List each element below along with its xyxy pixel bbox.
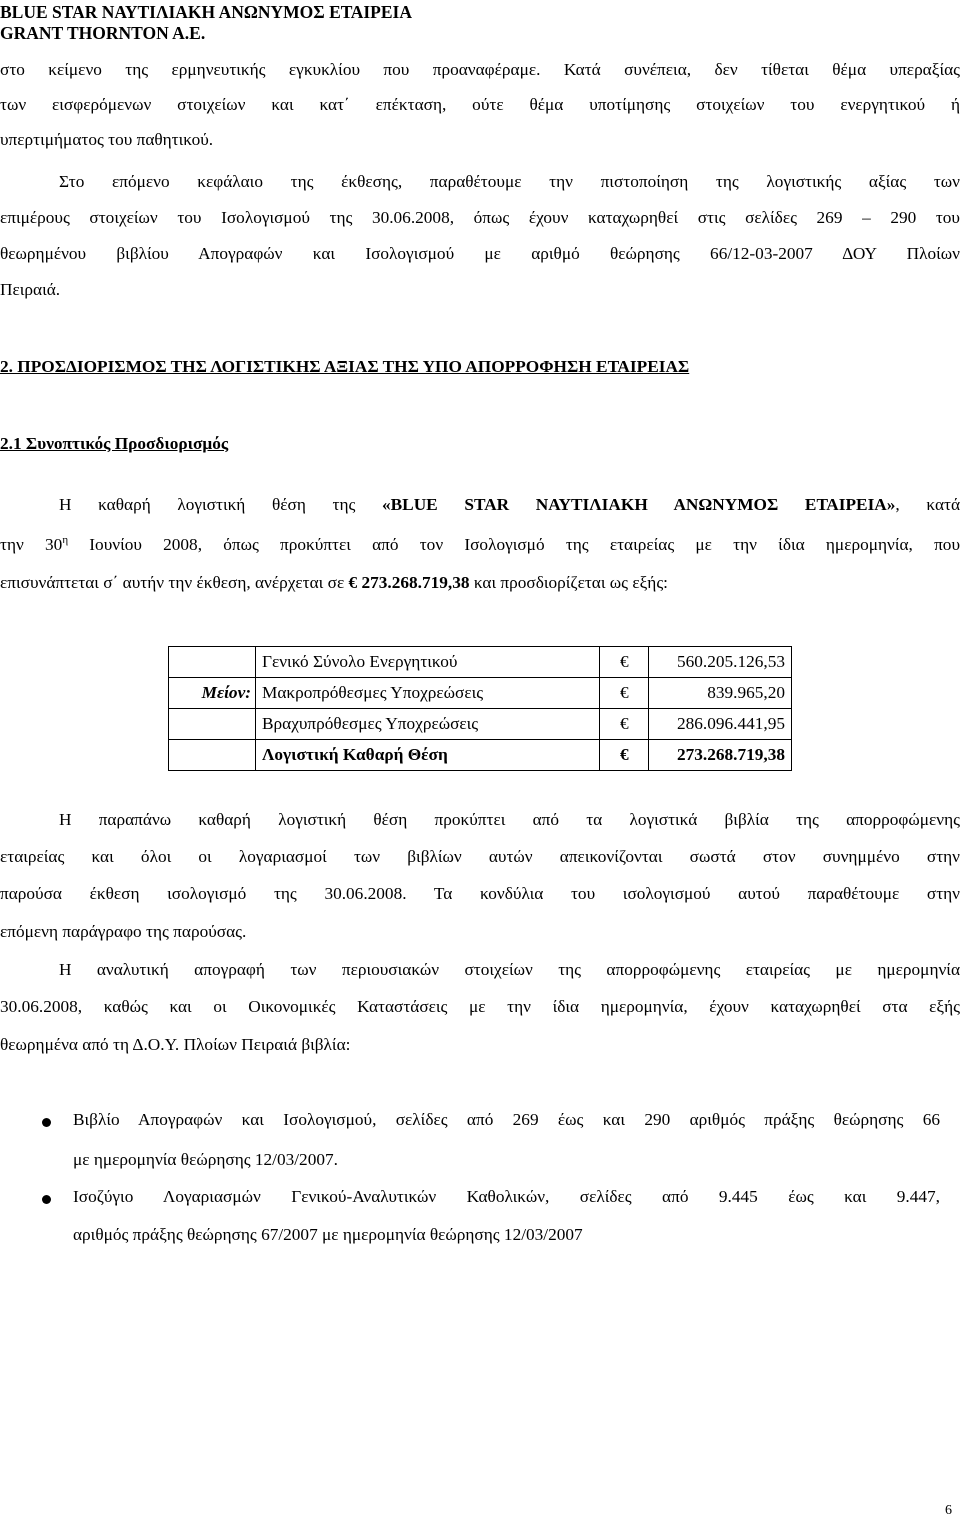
row-amount: 286.096.441,95	[649, 709, 792, 740]
closing-line: επόμενη παράγραφο της παρούσας.	[0, 922, 247, 941]
bullet-item-line: με ημερομηνία θεώρησης 12/03/2007.	[73, 1150, 338, 1169]
closing-line: Η αναλυτική απογραφή των περιουσιακών στοιχείων της απορροφώμενης εταιρείας με ημερομηνία	[59, 960, 960, 979]
net-position-line	[0, 535, 960, 555]
net-position-line	[59, 495, 960, 515]
table-row	[169, 678, 792, 709]
net-position-text: επισυνάπτεται σ΄ αυτήν την έκθεση, ανέρχεται σε	[0, 573, 349, 592]
row-currency: €	[600, 709, 649, 740]
closing-line: παρούσα έκθεση ισολογισμό της 30.06.2008. Τα κονδύλια του ισολογισμού αυτού παραθέτουμε στην	[0, 884, 960, 903]
intro-line: υπερτιμήματος του παθητικού.	[0, 130, 214, 149]
net-position-table	[168, 646, 792, 771]
net-position-line	[0, 573, 960, 593]
row-currency: €	[600, 678, 649, 709]
bullet-item-line: αριθμός πράξης θεώρησης 67/2007 με ημερομηνία θεώρησης 12/03/2007	[73, 1225, 583, 1244]
table-row	[169, 709, 792, 740]
closing-line: εταιρείας και όλοι οι λογαριασμοί των βιβλίων αυτών απεικονίζονται σωστά στον συνημμένο στην	[0, 847, 960, 866]
bullet-icon	[42, 1118, 51, 1127]
net-position-text: , κατά	[895, 495, 960, 514]
row-amount: 560.205.126,53	[649, 647, 792, 678]
company-name-bold: «BLUE STAR ΝΑΥΤΙΛΙΑΚΗ ΑΝΩΝΥΜΟΣ ΕΤΑΙΡΕΙΑ»	[382, 495, 896, 514]
row-prefix: Μείον:	[169, 678, 256, 709]
intro-line: θεωρημένου βιβλίου Απογραφών και Ισολογισμού με αριθμό θεώρησης 66/12-03-2007 ΔΟΥ Πλοίων	[0, 244, 960, 263]
subsection-heading: 2.1 Συνοπτικός Προσδιορισμός	[0, 434, 229, 453]
row-amount: 273.268.719,38	[649, 740, 792, 771]
net-position-text: Η καθαρή λογιστική θέση της	[59, 495, 382, 514]
row-prefix	[169, 740, 256, 771]
closing-line: 30.06.2008, καθώς και οι Οικονομικές Καταστάσεις με την ίδια ημερομηνία, έχουν καταχωρηθεί στα εξής	[0, 997, 960, 1016]
row-prefix	[169, 647, 256, 678]
intro-line: των εισφερόμενων στοιχείων και κατ΄ επέκταση, ούτε θέμα υποτίμησης στοιχείων του ενεργητικού ή	[0, 95, 960, 114]
header-auditor: GRANT THORNTON A.E.	[0, 23, 206, 43]
net-position-text: και προσδιορίζεται ως εξής:	[469, 573, 668, 592]
euro-symbol: €	[348, 573, 358, 592]
ordinal-superscript: η	[62, 534, 69, 547]
bullet-icon	[42, 1195, 51, 1204]
table-row	[169, 647, 792, 678]
row-label: Λογιστική Καθαρή Θέση	[256, 740, 600, 771]
row-currency: €	[600, 647, 649, 678]
header-company: BLUE STAR ΝΑΥΤΙΛΙΑΚΗ ΑΝΩΝΥΜΟΣ ΕΤΑΙΡΕΙΑ	[0, 2, 412, 22]
row-prefix	[169, 709, 256, 740]
closing-line: θεωρημένα από τη Δ.Ο.Υ. Πλοίων Πειραιά βιβλία:	[0, 1035, 351, 1054]
row-currency: €	[600, 740, 649, 771]
section-heading: 2. ΠΡΟΣΔΙΟΡΙΣΜΟΣ ΤΗΣ ΛΟΓΙΣΤΙΚΗΣ ΑΞΙΑΣ ΤΗΣ ΥΠΟ ΑΠΟΡΡΟΦΗΣΗ ΕΤΑΙΡΕΙΑΣ	[0, 357, 690, 376]
intro-line: Στο επόμενο κεφάλαιο της έκθεσης, παραθέτουμε την πιστοποίηση της λογιστικής αξίας των	[59, 172, 960, 191]
row-label: Μακροπρόθεσμες Υποχρεώσεις	[256, 678, 600, 709]
page-number: 6	[945, 1503, 952, 1518]
row-amount: 839.965,20	[649, 678, 792, 709]
net-position-amount: 273.268.719,38	[361, 573, 470, 592]
net-position-text: Ιουνίου 2008, όπως προκύπτει από τον Ισολογισμό της εταιρείας με την ίδια ημερομηνία, που	[68, 535, 960, 554]
bullet-item-line: Ισοζύγιο Λογαριασμών Γενικού-Αναλυτικών Καθολικών, σελίδες από 9.445 έως και 9.447,	[73, 1187, 940, 1206]
closing-line: Η παραπάνω καθαρή λογιστική θέση προκύπτει από τα λογιστικά βιβλία της απορροφώμενης	[59, 810, 960, 829]
intro-line: επιμέρους στοιχείων του Ισολογισμού της 30.06.2008, όπως έχουν καταχωρηθεί στις σελίδες 269 – 290 του	[0, 208, 960, 227]
bullet-item-line: Βιβλίο Απογραφών και Ισολογισμού, σελίδες από 269 έως και 290 αριθμός πράξης θεώρησης 66	[73, 1110, 940, 1129]
row-label: Βραχυπρόθεσμες Υποχρεώσεις	[256, 709, 600, 740]
intro-line: στο κείμενο της ερμηνευτικής εγκυκλίου που προαναφέραμε. Κατά συνέπεια, δεν τίθεται θέμα υπεραξίας	[0, 60, 960, 79]
net-position-text: την 30	[0, 535, 63, 554]
row-label: Γενικό Σύνολο Ενεργητικού	[256, 647, 600, 678]
intro-line: Πειραιά.	[0, 280, 61, 299]
table-row-total	[169, 740, 792, 771]
